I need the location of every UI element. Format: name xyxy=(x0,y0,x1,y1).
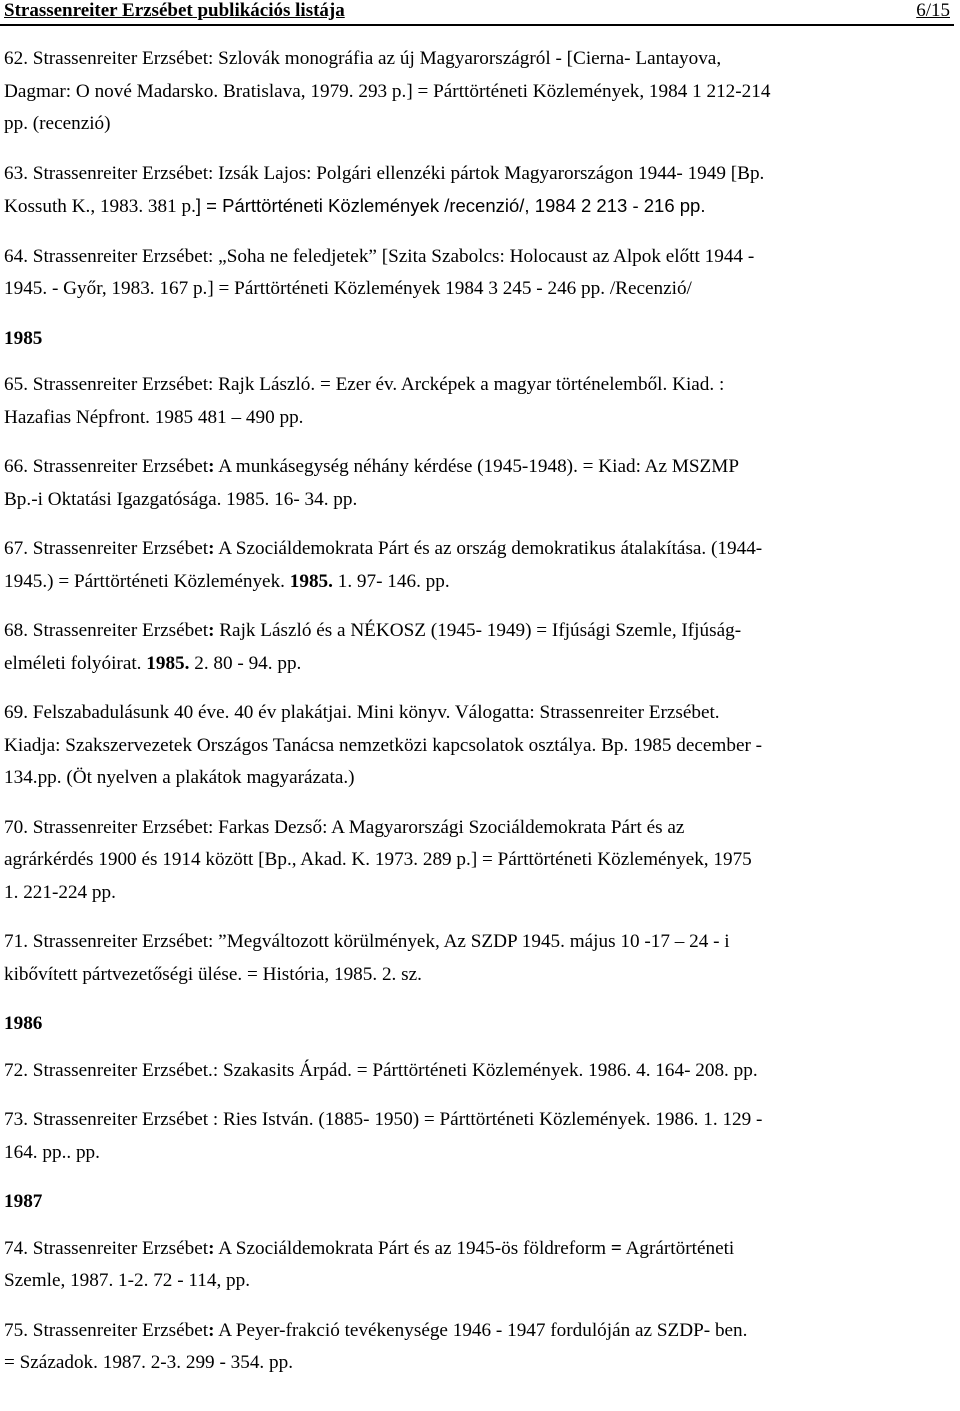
entry-text: 67. Strassenreiter Erzsébet xyxy=(4,538,209,559)
entry-line: 73. Strassenreiter Erzsébet : Ries István. (1885- 1950) = Párttörténeti Közlemények. 1986. 1. 129 - xyxy=(4,1109,763,1130)
entry-text: 74. Strassenreiter Erzsébet xyxy=(4,1237,209,1259)
page-header xyxy=(0,0,954,26)
entry-text: A Szociáldemokrata Párt és az ország demokratikus átalakítása. (1944- xyxy=(214,538,763,559)
entry-line xyxy=(4,451,956,484)
entry-line xyxy=(4,615,956,648)
entry-text: Agrártörténeti xyxy=(621,1237,735,1259)
entry-line: 71. Strassenreiter Erzsébet: ”Megváltozott körülmények, Az SZDP 1945. május 10 -17 – 24 - i xyxy=(4,931,730,952)
entry-text: : xyxy=(208,538,215,559)
entry-line: kibővített pártvezetőségi ülése. = História, 1985. 2. sz. xyxy=(4,963,422,985)
entry-text: elméleti folyóirat. xyxy=(4,652,147,674)
entry-text: : xyxy=(208,456,215,477)
year-heading-1986: 1986 xyxy=(4,1013,43,1034)
entry-text: 68 xyxy=(4,620,24,641)
year-heading-1987: 1987 xyxy=(4,1191,43,1212)
document-title: Strassenreiter Erzsébet publikációs listája xyxy=(4,0,345,21)
entry-text: 1985. xyxy=(146,652,190,674)
entry-text: 1945.) = Párttörténeti Közlemények. xyxy=(4,570,290,592)
entry-line: 63. Strassenreiter Erzsébet: Izsák Lajos: Polgári ellenzéki pártok Magyarországon 1944- 1949 [Bp. xyxy=(4,162,765,184)
entry-line xyxy=(4,190,956,224)
entry-line: 62. Strassenreiter Erzsébet: Szlovák monográfia az új Magyarországról - [Cierna- Lantayova, xyxy=(4,48,722,69)
entry-line xyxy=(4,273,956,306)
list-item-69 xyxy=(4,697,956,795)
entry-line: Szemle, 1987. 1-2. 72 - 114, pp. xyxy=(4,1270,251,1291)
entry-text: : xyxy=(208,620,215,641)
entry-line: pp. (recenzió) xyxy=(4,113,111,134)
entry-text: 66. Strassenreiter Erzsébet xyxy=(4,456,209,477)
list-item-65 xyxy=(4,369,956,434)
entry-text: : xyxy=(208,1319,215,1341)
list-item-67 xyxy=(4,533,956,598)
entry-text: = xyxy=(610,1237,622,1259)
entry-text: . Strassenreiter Erzsébet xyxy=(23,620,209,641)
entry-text: 2. 80 - 94. pp. xyxy=(189,652,302,674)
entry-line: 134.pp. (Öt nyelven a plakátok magyarázata.) xyxy=(4,767,355,788)
page-number: 6/15 xyxy=(916,0,950,21)
entry-text: : xyxy=(208,1237,215,1259)
list-item-66 xyxy=(4,451,956,516)
list-item-63 xyxy=(4,158,956,224)
entry-text: A Peyer-frakció tevékenysége 1946 - 1947 fordulóján az SZDP- ben. xyxy=(214,1319,748,1341)
list-item-70 xyxy=(4,812,956,910)
entry-text: A Szociáldemokrata Párt és az 1945-ös földreform xyxy=(214,1237,611,1259)
entry-text: A munkásegység néhány kérdése (1945-1948). = Kiad: Az MSZMP xyxy=(214,456,739,477)
list-item-64 xyxy=(4,241,956,306)
list-item-72 xyxy=(4,1055,956,1088)
entry-line: 69. Felszabadulásunk 40 éve. 40 év plakátjai. Mini könyv. Válogatta: Strassenreiter Erzsébet. xyxy=(4,702,720,723)
list-item-73 xyxy=(4,1104,956,1169)
entry-line: 72. Strassenreiter Erzsébet.: Szakasits Árpád. = Párttörténeti Közlemények. 1986. 4. 164- 208. pp. xyxy=(4,1059,758,1081)
entry-line xyxy=(4,1233,956,1266)
entry-line xyxy=(4,1315,956,1348)
list-item-71 xyxy=(4,926,956,991)
entry-line: 70. Strassenreiter Erzsébet: Farkas Dezső: A Magyarországi Szociáldemokrata Párt és az xyxy=(4,816,685,838)
entry-line: Bp.-i Oktatási Igazgatósága. 1985. 16- 34. pp. xyxy=(4,488,358,510)
entry-text: 1985. xyxy=(289,570,333,592)
entry-text: 75. Strassenreiter Erzsébet xyxy=(4,1319,209,1341)
list-item-68 xyxy=(4,615,956,680)
entry-line: 65. Strassenreiter Erzsébet: Rajk László. = Ezer év. Arcképek a magyar történelemből. Kiad. : xyxy=(4,374,725,395)
entry-line: 164. pp.. pp. xyxy=(4,1141,100,1163)
entry-line xyxy=(4,533,956,566)
entry-line: Dagmar: O nové Madarsko. Bratislava, 1979. 293 p.] = Párttörténeti Közlemények, 1984 1 212-214 xyxy=(4,80,771,102)
entry-line: agrárkérdés 1900 és 1914 között [Bp., Akad. K. 1973. 289 p.] = Párttörténeti Közlemények, 1975 xyxy=(4,849,752,870)
entry-line: 64. Strassenreiter Erzsébet: „Soha ne feledjetek” [Szita Szabolcs: Holocaust az Alpok előtt 1944 - xyxy=(4,245,755,267)
list-item-62 xyxy=(4,43,956,141)
entry-text: 1. 97- 146. pp. xyxy=(332,570,450,592)
entry-text: ] = Párttörténeti Közlemények /recenzió/, 1984 2 213 - 216 pp. xyxy=(195,195,706,216)
entry-text: 1945. - Győr, 1983. 167 p. xyxy=(4,278,208,299)
year-heading-1985: 1985 xyxy=(4,327,43,349)
entry-line: = Századok. 1987. 2-3. 299 - 354. pp. xyxy=(4,1352,293,1373)
entry-text: Kossuth K., 1983. 381 p. xyxy=(4,196,196,217)
entry-line xyxy=(4,648,956,681)
entry-line xyxy=(4,566,956,599)
entry-line: Hazafias Népfront. 1985 481 – 490 pp. xyxy=(4,406,304,428)
entry-text: ] = Párttörténeti Közlemények 1984 3 245 - 246 pp. /Recenzió/ xyxy=(207,278,692,299)
publication-list xyxy=(4,43,956,1397)
entry-text: Rajk László és a NÉKOSZ (1945- 1949) = Ifjúsági Szemle, Ifjúság- xyxy=(214,620,742,641)
list-item-75 xyxy=(4,1315,956,1380)
entry-line: Kiadja: Szakszervezetek Országos Tanácsa nemzetközi kapcsolatok osztálya. Bp. 1985 december - xyxy=(4,734,763,756)
list-item-74 xyxy=(4,1233,956,1298)
entry-line: 1. 221-224 pp. xyxy=(4,881,116,903)
